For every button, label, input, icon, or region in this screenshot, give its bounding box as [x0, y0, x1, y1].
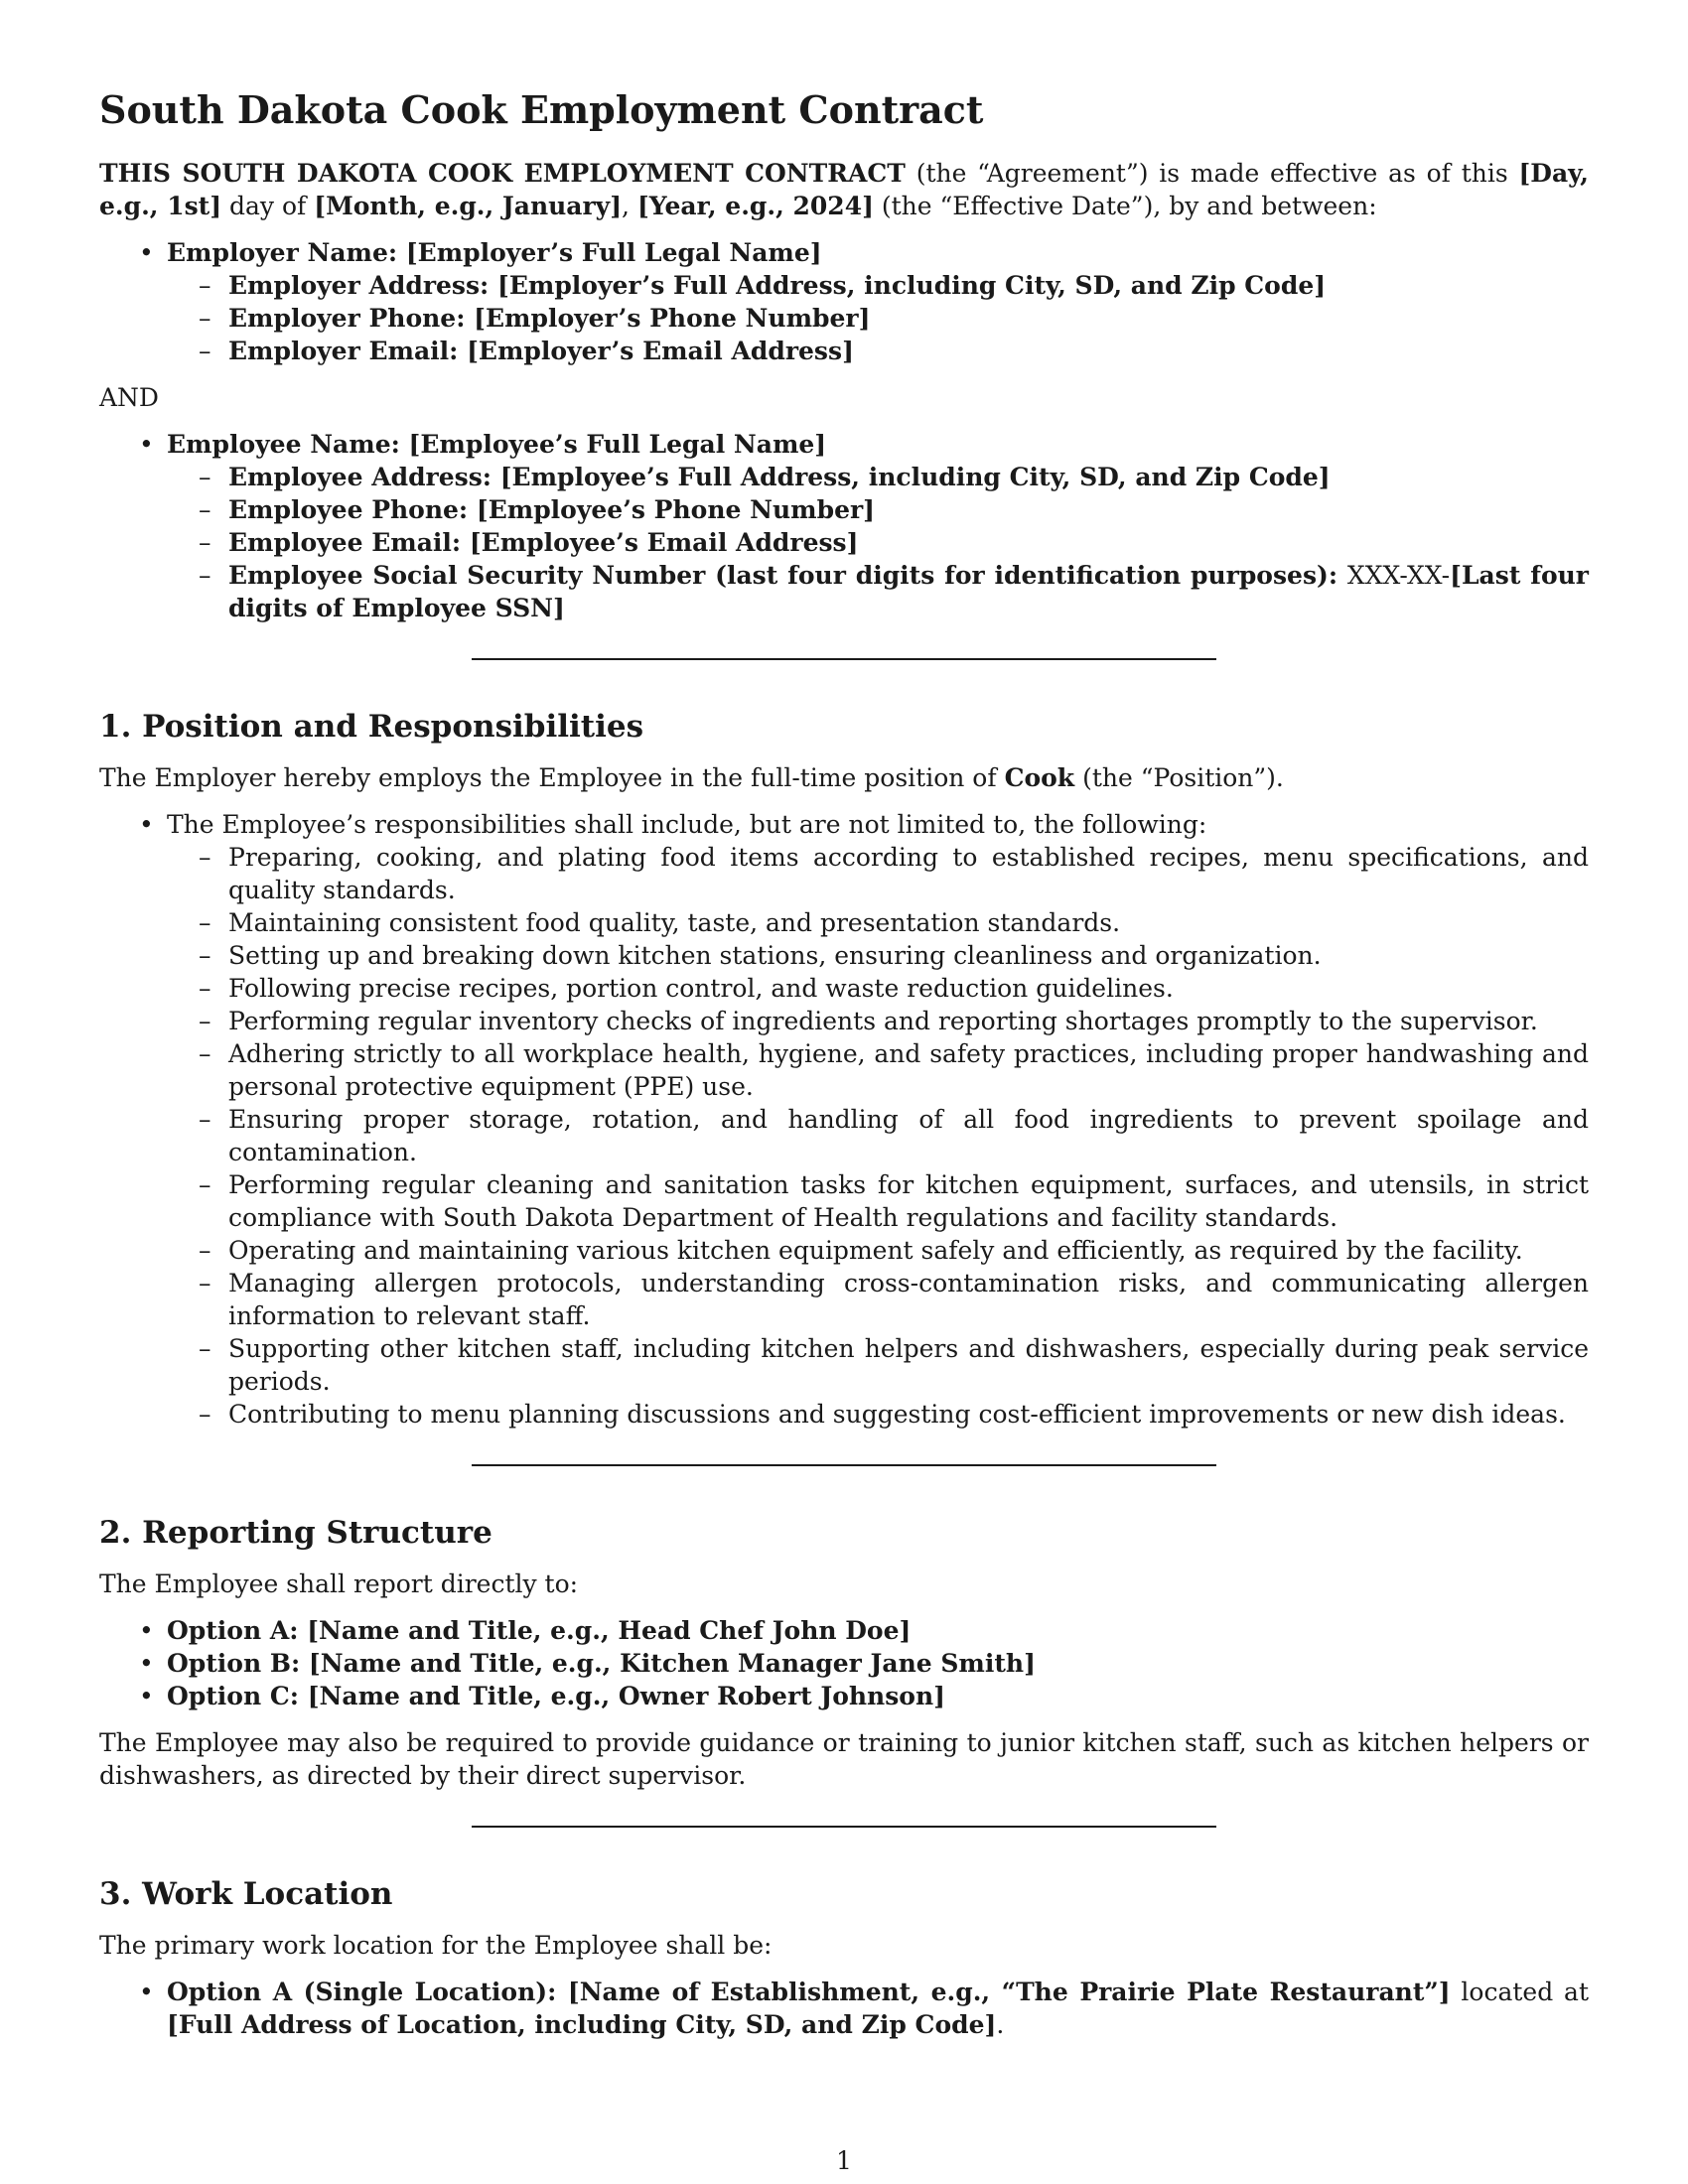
section-divider: [472, 658, 1216, 660]
intro-text-4: (the “Effective Date”), by and between:: [873, 192, 1377, 220]
page-number: 1: [836, 2146, 852, 2175]
employer-email: [228, 335, 1589, 367]
employer-details: [167, 269, 1589, 367]
employee-name-item: [167, 428, 1589, 624]
document-page: [99, 87, 1589, 2055]
responsibility-item: – Performing regular inventory checks of ingredients and reporting shortages promptly to the supervisor.: [228, 1005, 1589, 1037]
employee-email-text: Employee Email: [Employee’s Email Address]: [228, 528, 859, 557]
section-2-heading: 2. Reporting Structure: [99, 1515, 492, 1551]
employer-list: [99, 236, 1589, 367]
responsibilities-list: [99, 808, 1589, 1431]
responsibility-item: – Adhering strictly to all workplace health, hygiene, and safety practices, including proper handwashing and personal protective equipment (PPE) use.: [228, 1037, 1589, 1103]
employer-address: [228, 269, 1589, 302]
reporting-options-list: [99, 1614, 1589, 1712]
section-2-guidance: The Employee may also be required to provide guidance or training to junior kitchen staff, such as kitchen helpers or dishwashers, as directed by their direct supervisor.: [99, 1728, 1589, 1790]
section-1-heading: 1. Position and Responsibilities: [99, 709, 644, 745]
employee-list: [99, 428, 1589, 624]
employee-name-label: Employee Name:: [167, 430, 409, 459]
location-option-label: Option A (Single Location):: [167, 1978, 568, 2006]
section-1-intro-end: (the “Position”).: [1074, 763, 1284, 792]
location-located-at: located at: [1450, 1978, 1589, 2006]
section-divider: [472, 1464, 1216, 1466]
and-separator: AND: [99, 383, 159, 412]
reporting-option-a: [167, 1614, 1589, 1647]
section-3-intro: The primary work location for the Employee shall be:: [99, 1931, 773, 1960]
responsibility-item: – Maintaining consistent food quality, taste, and presentation standards.: [228, 906, 1589, 939]
employer-name-label: Employer Name:: [167, 238, 406, 267]
responsibility-item: – Preparing, cooking, and plating food items according to established recipes, menu specifications, and quality standards.: [228, 841, 1589, 906]
work-location-list: [99, 1976, 1589, 2041]
employer-address-text: Employer Address: [Employer’s Full Address, including City, SD, and Zip Code]: [228, 271, 1327, 300]
employee-name-value: [Employee’s Full Legal Name]: [408, 430, 827, 459]
intro-day-placeholder: [Day, e.g., 1st]: [99, 159, 1589, 220]
location-end: .: [996, 2010, 1005, 2039]
intro-text-1: (the “Agreement”) is made effective as of this: [905, 159, 1519, 188]
responsibility-item: – Supporting other kitchen staff, including kitchen helpers and dishwashers, especially during peak service periods.: [228, 1332, 1589, 1398]
employer-email-text: Employer Email: [Employer’s Email Address]: [228, 337, 854, 365]
option-value: [Name and Title, e.g., Kitchen Manager Jane Smith]: [308, 1649, 1036, 1678]
option-label: Option C:: [167, 1682, 308, 1710]
intro-lead: THIS SOUTH DAKOTA COOK EMPLOYMENT CONTRACT: [99, 159, 906, 188]
responsibility-item: – Contributing to menu planning discussions and suggesting cost-efficient improvements or new dish ideas.: [228, 1398, 1589, 1431]
employee-phone: [228, 493, 1589, 526]
responsibility-item: – Managing allergen protocols, understanding cross-contamination risks, and communicating allergen information to relevant staff.: [228, 1267, 1589, 1332]
reporting-option-c: [167, 1680, 1589, 1712]
intro-month-placeholder: [Month, e.g., January]: [314, 192, 623, 220]
employer-name-item: [167, 236, 1589, 367]
employee-phone-text: Employee Phone: [Employee’s Phone Number]: [228, 495, 875, 524]
responsibility-item: – Following precise recipes, portion control, and waste reduction guidelines.: [228, 972, 1589, 1005]
intro-year-placeholder: [Year, e.g., 2024]: [636, 192, 874, 220]
option-label: Option B:: [167, 1649, 309, 1678]
responsibilities-lead: The Employee’s responsibilities shall include, but are not limited to, the following:: [167, 810, 1207, 839]
employee-ssn: [228, 559, 1589, 624]
option-label: Option A:: [167, 1616, 308, 1645]
employee-email: [228, 526, 1589, 559]
reporting-option-b: [167, 1647, 1589, 1680]
section-1-intro-text: The Employer hereby employs the Employee in the full-time position of: [99, 763, 1005, 792]
employer-name-value: [Employer’s Full Legal Name]: [405, 238, 822, 267]
responsibility-item: – Ensuring proper storage, rotation, and handling of all food ingredients to prevent spoilage and contamination.: [228, 1103, 1589, 1168]
section-2-intro: The Employee shall report directly to:: [99, 1570, 579, 1598]
document-title: South Dakota Cook Employment Contract: [99, 87, 984, 132]
option-value: [Name and Title, e.g., Head Chef John Doe]: [307, 1616, 912, 1645]
employee-address: [228, 461, 1589, 493]
location-address: [Full Address of Location, including City, SD, and Zip Code]: [167, 2010, 997, 2039]
responsibility-item: – Setting up and breaking down kitchen stations, ensuring cleanliness and organization.: [228, 939, 1589, 972]
work-location-option-a: [167, 1976, 1589, 2041]
responsibilities-lead-item: [167, 808, 1589, 1431]
option-value: [Name and Title, e.g., Owner Robert Johnson]: [307, 1682, 945, 1710]
position-title: Cook: [1004, 763, 1075, 792]
employer-phone-text: Employer Phone: [Employer’s Phone Number]: [228, 304, 871, 333]
location-establishment: [Name of Establishment, e.g., “The Prairie Plate Restaurant”]: [567, 1978, 1451, 2006]
employee-address-text: Employee Address: [Employee’s Full Address, including City, SD, and Zip Code]: [228, 463, 1331, 491]
section-3-heading: 3. Work Location: [99, 1876, 393, 1912]
section-divider: [472, 1826, 1216, 1828]
employee-ssn-value: [Last four digits of Employee SSN]: [228, 561, 1589, 622]
responsibility-item: – Performing regular cleaning and sanitation tasks for kitchen equipment, surfaces, and utensils, in strict compliance with South Dakota Department of Health regulations and facility standards.: [228, 1168, 1589, 1234]
responsibilities-items: [167, 841, 1589, 1431]
employee-ssn-prefix: XXX-XX-: [1346, 561, 1451, 590]
intro-text-3: ,: [622, 192, 637, 220]
responsibility-item: – Operating and maintaining various kitchen equipment safely and efficiently, as required by the facility.: [228, 1234, 1589, 1267]
intro-paragraph: [99, 157, 1589, 222]
employer-phone: [228, 302, 1589, 335]
employee-details: [167, 461, 1589, 624]
section-1-intro: [99, 761, 1589, 794]
intro-text-2: day of: [221, 192, 315, 220]
employee-ssn-label: Employee Social Security Number (last four digits for identification purposes):: [228, 561, 1347, 590]
